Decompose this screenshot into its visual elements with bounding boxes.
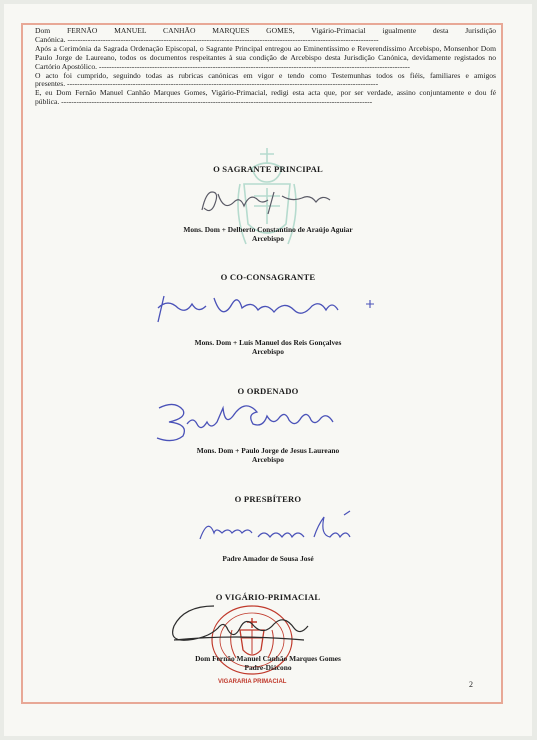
signature-vigario-primacial [154,600,344,650]
signatory-name: Mons. Dom + Paulo Jorge de Jesus Laureano [196,446,340,455]
signatory-name-block [4,554,532,563]
signatory-title: Padre-Diácono [244,663,292,673]
signature-block-presbitero [4,494,532,504]
paragraph: O acto foi cumprido, seguindo todas as rubricas canónicas em vigor e tendo como Testemunhas todos os fiéis, familiares e amigos presentes. ----- [35,72,496,90]
minutes-text [35,27,496,107]
seal-label: VIGARARIA PRIMACIAL [218,679,287,685]
signature-block-sagrante [4,164,532,174]
signatory-heading: O ORDENADO [237,386,299,396]
signatory-heading: O CO-CONSAGRANTE [220,272,316,282]
document-page [4,4,532,736]
signatory-title: Arcebispo [252,347,284,357]
signatory-title: Arcebispo [252,455,284,465]
paragraph: E, eu Dom Fernão Manuel Canhão Marques Gomes, Vigário-Primacial, redigi esta acta que, por ser verdade, assino conjuntamente e dou fé pública. ----- [35,89,496,107]
signatory-name: Dom Fernão Manuel Canhão Marques Gomes [195,654,341,663]
signatory-title: Arcebispo [252,234,284,244]
signature-ordenado [149,398,369,444]
paragraph: Após a Cerimónia da Sagrada Ordenação Episcopal, o Sagrante Principal entregou ao Eminentíssimo e Reverendíssimo Arcebispo, Monsenhor Dom Paulo Jorge de Laureano, todos os documentos respeitantes à sua condição de Arcebispo desta Jurisdição Canónica, devidamente registados no Cartório Apostólico. ----- [35,45,496,72]
signatory-name: Mons. Dom + Delberto Constantino de Araújo Aguiar [183,225,353,234]
signatory-name-block [4,225,532,244]
signatory-name: Mons. Dom + Luís Manuel dos Reis Gonçalves [194,338,342,347]
signature-sagrante [194,184,344,220]
signature-block-ordenado [4,386,532,396]
signature-presbitero [194,507,374,547]
signatory-name-block [4,338,532,357]
signature-block-co-consagrante [4,272,532,282]
signatory-name-block [4,446,532,465]
page-number: 2 [469,680,473,689]
signatory-name-block [4,654,532,673]
signatory-name: Padre Amador de Sousa José [222,554,314,563]
paragraph: Dom FERNÃO MANUEL CANHÃO MARQUES GOMES, Vigário-Primacial igualmente desta Jurisdição Canónica. ----- [35,27,496,45]
signatory-heading: O PRESBÍTERO [234,494,302,504]
signatory-heading: O SAGRANTE PRINCIPAL [213,164,323,174]
signature-co-consagrante [154,286,384,326]
signatory-heading: O VIGÁRIO-PRIMACIAL [215,592,321,602]
